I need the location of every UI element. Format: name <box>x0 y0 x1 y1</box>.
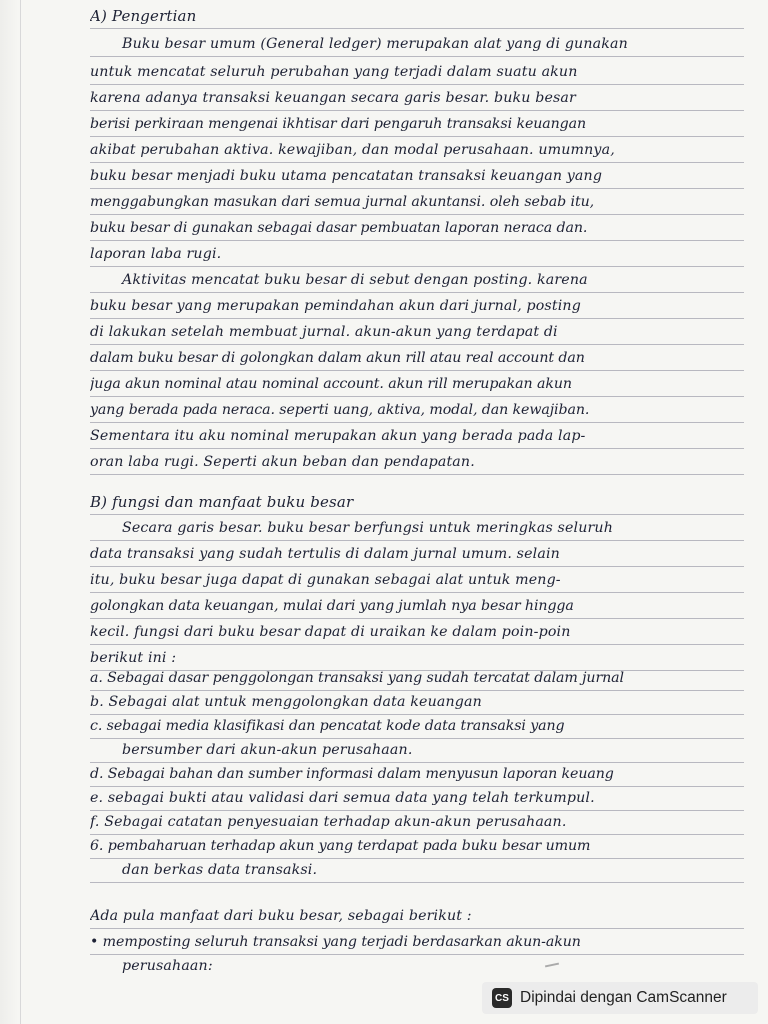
list-item-continuation: bersumber dari akun-akun perusahaan. <box>90 738 744 763</box>
list-item: e. sebagai bukti atau validasi dari semua data yang telah terkumpul. <box>90 786 744 811</box>
section-b-heading: B) fungsi dan manfaat buku besar <box>90 490 744 515</box>
handwritten-notes <box>62 0 744 1024</box>
text-line: berisi perkiraan mengenai ikhtisar dari pengaruh transaksi keuangan <box>90 112 744 137</box>
text-line: buku besar yang merupakan pemindahan akun dari jurnal, posting <box>90 294 744 319</box>
benefits-intro: Ada pula manfaat dari buku besar, sebagai berikut : <box>90 904 744 929</box>
text-line: data transaksi yang sudah tertulis di dalam jurnal umum. selain <box>90 542 744 567</box>
list-item: a. Sebagai dasar penggolongan transaksi yang sudah tercatat dalam jurnal <box>90 666 744 691</box>
list-item: f. Sebagai catatan penyesuaian terhadap akun-akun perusahaan. <box>90 810 744 835</box>
text-line: berikut ini : <box>90 646 744 671</box>
bullet-item-continuation: perusahaan: <box>122 958 213 974</box>
list-item: d. Sebagai bahan dan sumber informasi dalam menyusun laporan keuang <box>90 762 744 787</box>
text-line: buku besar menjadi buku utama pencatatan transaksi keuangan yang <box>90 164 744 189</box>
text-line: di lakukan setelah membuat jurnal. akun-akun yang terdapat di <box>90 320 744 345</box>
text-line: kecil. fungsi dari buku besar dapat di uraikan ke dalam poin-poin <box>90 620 744 645</box>
text-line: Sementara itu aku nominal merupakan akun yang berada pada lap- <box>90 424 744 449</box>
text-line: menggabungkan masukan dari semua jurnal akuntansi. oleh sebab itu, <box>90 190 744 215</box>
text-line: itu, buku besar juga dapat di gunakan sebagai alat untuk meng- <box>90 568 744 593</box>
margin-rule <box>20 0 21 1024</box>
text-line: juga akun nominal atau nominal account. akun rill merupakan akun <box>90 372 744 397</box>
camscanner-text: Dipindai dengan CamScanner <box>520 989 727 1006</box>
section-a-heading: A) Pengertian <box>90 4 744 29</box>
bullet-item: • memposting seluruh transaksi yang terjadi berdasarkan akun-akun <box>90 930 744 955</box>
text-line: Buku besar umum (General ledger) merupakan alat yang di gunakan <box>90 32 744 57</box>
text-line: Secara garis besar. buku besar berfungsi untuk meringkas seluruh <box>90 516 744 541</box>
text-line: karena adanya transaksi keuangan secara garis besar. buku besar <box>90 86 744 111</box>
camscanner-logo-icon: CS <box>492 988 512 1008</box>
text-line: Aktivitas mencatat buku besar di sebut dengan posting. karena <box>90 268 744 293</box>
text-line: golongkan data keuangan, mulai dari yang jumlah nya besar hingga <box>90 594 744 619</box>
text-line: untuk mencatat seluruh perubahan yang terjadi dalam suatu akun <box>90 60 744 85</box>
text-line: dalam buku besar di golongkan dalam akun rill atau real account dan <box>90 346 744 371</box>
text-line: buku besar di gunakan sebagai dasar pembuatan laporan neraca dan. <box>90 216 744 241</box>
list-item: c. sebagai media klasifikasi dan pencatat kode data transaksi yang <box>90 714 744 739</box>
list-item: b. Sebagai alat untuk menggolongkan data keuangan <box>90 690 744 715</box>
text-line: yang berada pada neraca. seperti uang, aktiva, modal, dan kewajiban. <box>90 398 744 423</box>
text-line: laporan laba rugi. <box>90 242 744 267</box>
list-item-continuation: dan berkas data transaksi. <box>90 858 744 883</box>
camscanner-watermark <box>482 982 758 1014</box>
list-item: 6. pembaharuan terhadap akun yang terdapat pada buku besar umum <box>90 834 744 859</box>
text-line: oran laba rugi. Seperti akun beban dan pendapatan. <box>90 450 744 475</box>
text-line: akibat perubahan aktiva. kewajiban, dan modal perusahaan. umumnya, <box>90 138 744 163</box>
